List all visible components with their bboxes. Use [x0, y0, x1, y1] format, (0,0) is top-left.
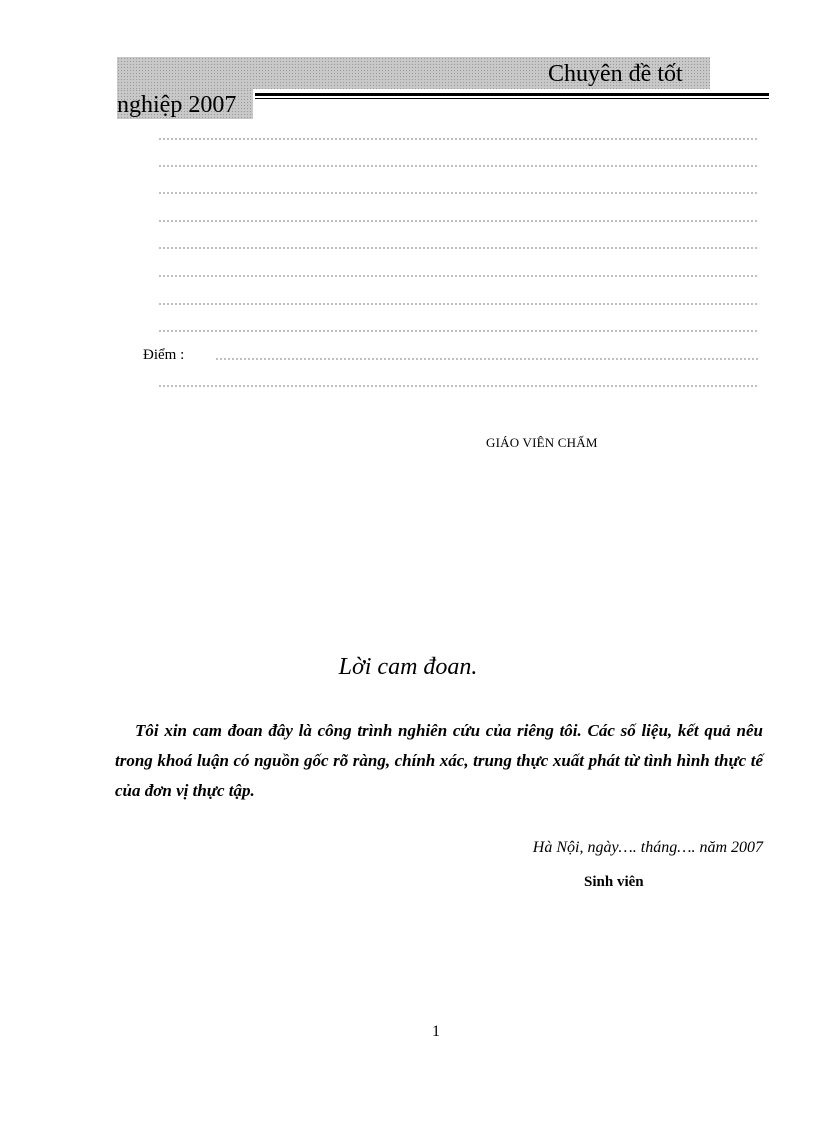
- score-label: Điểm :: [143, 347, 185, 363]
- header-title-line2: nghiệp 2007: [117, 92, 237, 118]
- score-line: [215, 358, 758, 360]
- comment-line: [158, 303, 758, 305]
- comment-line: [158, 192, 758, 194]
- signer-label: Sinh viên: [584, 874, 644, 890]
- comment-line: [158, 247, 758, 249]
- pledge-body: Tôi xin cam đoan đây là công trình nghiên cứu của riêng tôi. Các số liệu, kết quả nêu trong khoá luận có nguồn gốc rõ ràng, chính xác, trung thực xuất phát từ tình hình thực tế của đơn vị thực tập.: [115, 721, 763, 800]
- comment-line: [158, 385, 758, 387]
- header-title-line1: Chuyên đề tốt: [548, 61, 683, 87]
- comment-line: [158, 330, 758, 332]
- comment-line: [158, 138, 758, 140]
- comment-line: [158, 165, 758, 167]
- header-rule-thin: [255, 98, 769, 99]
- comment-line: [158, 275, 758, 277]
- header-rule-thick: [255, 93, 769, 96]
- comment-line: [158, 220, 758, 222]
- grader-label: GIÁO VIÊN CHẤM: [486, 435, 598, 450]
- pledge-title: Lời cam đoan.: [338, 654, 478, 680]
- page-number: 1: [432, 1023, 440, 1040]
- place-date: Hà Nội, ngày…. tháng…. năm 2007: [532, 839, 763, 856]
